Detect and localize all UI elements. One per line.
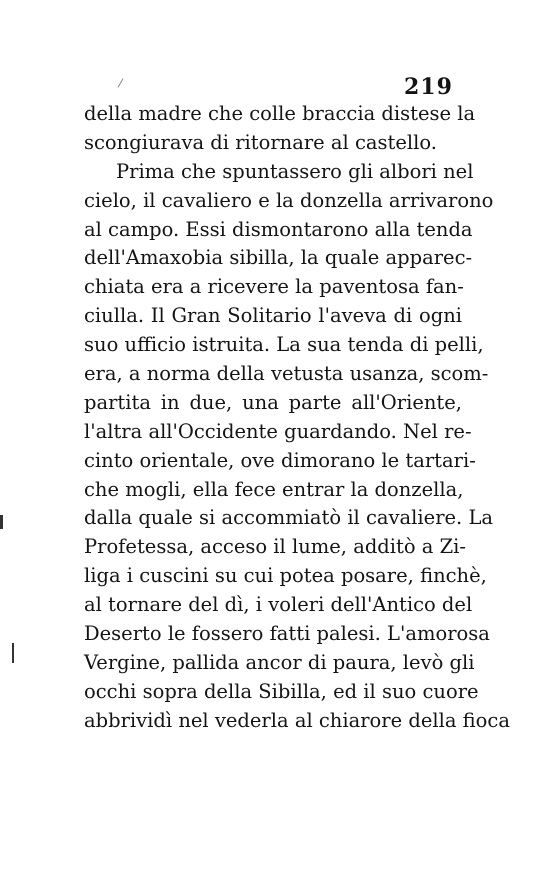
text-line: suo ufficio istruita. La sua tenda di pelli, <box>84 333 484 357</box>
body-text <box>84 100 510 736</box>
text-line: partita in due, una parte all'Oriente, <box>84 390 462 414</box>
page-number: 219 <box>404 74 453 100</box>
text-line: Prima che spuntassero gli albori nel <box>116 159 474 183</box>
text-line: chiata era a ricevere la paventosa fan- <box>84 275 464 299</box>
text-line: Deserto le fossero fatti palesi. L'amorosa <box>84 622 490 646</box>
text-line: dell'Amaxobia sibilla, la quale apparec- <box>84 246 473 270</box>
text-line: della madre che colle braccia distese la <box>84 102 476 125</box>
text-line: Profetessa, acceso il lume, additò a Zi- <box>84 535 467 559</box>
scan-speck <box>118 78 124 87</box>
text-line: occhi sopra della Sibilla, ed il suo cuore <box>84 679 479 703</box>
text-line: al campo. Essi dismontarono alla tenda <box>84 217 473 241</box>
text-line: scongiurava di ritornare al castello. <box>84 130 437 154</box>
text-line: l'altra all'Occidente guardando. Nel re- <box>84 419 472 443</box>
text-line: era, a norma della vetusta usanza, scom- <box>84 362 489 386</box>
text-line: cinto orientale, ove dimorano le tartari- <box>84 448 476 472</box>
text-line: al tornare del dì, i voleri dell'Antico del <box>84 593 473 617</box>
text-line: liga i cuscini su cui potea posare, finchè, <box>84 564 487 588</box>
scan-edge-mark <box>0 515 3 529</box>
text-line: cielo, il cavaliero e la donzella arrivarono <box>84 188 494 212</box>
text-line: che mogli, ella fece entrar la donzella, <box>84 477 464 501</box>
text-line: abbrividì nel vederla al chiarore della fioca <box>84 708 510 732</box>
text-line: ciulla. Il Gran Solitario l'aveva di ogni <box>84 304 462 328</box>
scan-edge-mark <box>12 643 14 663</box>
text-line: Vergine, pallida ancor di paura, levò gli <box>84 650 475 674</box>
text-line: dalla quale si accommiatò il cavaliere. La <box>84 506 494 530</box>
